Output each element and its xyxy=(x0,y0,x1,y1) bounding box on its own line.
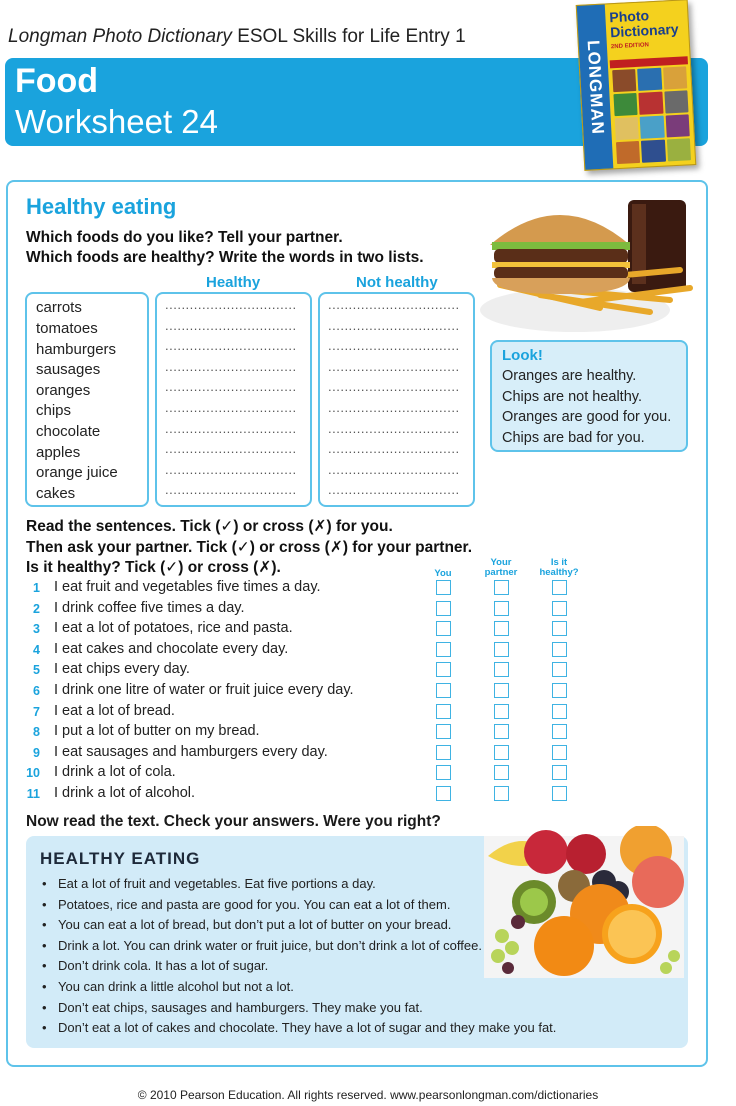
checkbox-partner[interactable] xyxy=(494,662,509,677)
food-word: cakes xyxy=(36,485,76,502)
sentence-text: I drink one litre of water or fruit juice every day. xyxy=(54,682,354,698)
not-healthy-answer-blank[interactable]: ................................ xyxy=(328,400,460,415)
checkbox-you[interactable] xyxy=(436,662,451,677)
not-healthy-answer-blank[interactable]: ................................ xyxy=(328,420,460,436)
checkbox-partner[interactable] xyxy=(494,704,509,719)
checkbox-you[interactable] xyxy=(436,621,451,636)
not-healthy-column-heading: Not healthy xyxy=(356,274,438,291)
not-healthy-answer-blank[interactable]: ................................ xyxy=(328,338,460,354)
sentence-text: I put a lot of butter on my bread. xyxy=(54,723,260,740)
look-box xyxy=(490,340,688,452)
food-word: hamburgers xyxy=(36,341,117,358)
checkbox-healthy[interactable] xyxy=(552,642,567,657)
footer-copyright: © 2010 Pearson Education. All rights reserved. www.pearsonlongman.com/dictionaries xyxy=(137,1088,599,1102)
look-title: Look! xyxy=(502,347,543,364)
sentence-number: 1 xyxy=(33,581,40,595)
checkbox-healthy[interactable] xyxy=(552,724,567,739)
checkbox-you[interactable] xyxy=(436,601,451,616)
fruit-image xyxy=(484,826,684,978)
section-title: Healthy eating xyxy=(26,194,177,219)
not-healthy-answer-blank[interactable]: ................................ xyxy=(328,379,460,395)
not-healthy-answer-blank[interactable]: ................................ xyxy=(328,358,460,374)
sentence-number: 9 xyxy=(33,745,40,760)
checkbox-healthy[interactable] xyxy=(552,580,567,595)
sentence-text: I drink a lot of alcohol. xyxy=(54,785,196,801)
checkbox-partner[interactable] xyxy=(494,642,509,657)
food-word: carrots xyxy=(36,299,82,316)
tick-instruction-1: Read the sentences. Tick (✓) or cross (✗) for you. xyxy=(26,518,393,535)
healthy-answer-blank[interactable]: ................................ xyxy=(165,338,297,354)
healthy-answer-blank[interactable]: ................................ xyxy=(165,400,297,415)
checkbox-you[interactable] xyxy=(436,704,451,719)
reading-bullet-text: Drink a lot. You can drink water or fruit juice, but don’t drink a lot of coffee. xyxy=(58,937,482,953)
checkbox-healthy[interactable] xyxy=(552,621,567,636)
reading-bullet xyxy=(42,876,376,891)
topic-title: Food xyxy=(15,62,99,100)
healthy-answer-blank[interactable]: ................................ xyxy=(165,317,297,333)
reading-bullet-text: You can eat a lot of bread, but don’t put a lot of butter on your bread. xyxy=(58,917,452,933)
sentence-text: I eat chips every day. xyxy=(54,661,190,678)
sentence-number: 8 xyxy=(33,725,40,740)
sentence-text: I eat fruit and vegetables five times a day. xyxy=(54,579,321,595)
healthy-answer-blank[interactable]: ................................ xyxy=(165,420,297,436)
sentence-text: I drink a lot of cola. xyxy=(54,764,176,781)
series-title-italic: Longman Photo Dictionary xyxy=(8,26,232,47)
checkbox-you[interactable] xyxy=(436,724,451,739)
reading-bullet xyxy=(42,1020,556,1035)
healthy-answer-blank[interactable]: ................................ xyxy=(165,482,297,498)
healthy-column-heading: Healthy xyxy=(206,274,261,291)
not-healthy-answer-blank[interactable]: ................................ xyxy=(328,317,460,333)
checkbox-you[interactable] xyxy=(436,765,451,780)
sentence-number: 2 xyxy=(33,601,40,616)
food-word: tomatoes xyxy=(36,320,98,337)
sentence-number: 6 xyxy=(33,684,40,698)
instruction-line-1: Which foods do you like? Tell your partner. xyxy=(26,229,343,246)
food-word: orange juice xyxy=(36,464,118,481)
sentence-text: I eat a lot of bread. xyxy=(54,702,175,719)
food-word: chocolate xyxy=(36,423,101,440)
checkbox-partner[interactable] xyxy=(494,601,509,616)
sentence-number: 10 xyxy=(26,766,40,781)
checkbox-healthy[interactable] xyxy=(552,704,567,719)
worksheet-title: Worksheet 24 xyxy=(15,103,218,140)
food-word: chips xyxy=(36,402,72,419)
not-healthy-answer-blank[interactable]: ................................ xyxy=(328,297,460,312)
series-title xyxy=(8,26,466,48)
sentence-number: 11 xyxy=(26,787,40,801)
reading-bullet-text: Don’t eat a lot of cakes and chocolate. They have a lot of sugar and they make you fat. xyxy=(58,1020,557,1036)
sentence-text: I eat sausages and hamburgers every day. xyxy=(54,743,328,760)
food-word: sausages xyxy=(36,361,101,378)
checkbox-partner[interactable] xyxy=(494,683,509,698)
reading-bullet xyxy=(42,979,294,994)
look-line: Oranges are healthy. xyxy=(502,368,637,384)
reading-bullet xyxy=(42,938,482,953)
reading-bullet-text: You can drink a little alcohol but not a lot. xyxy=(58,979,294,994)
not-healthy-answer-blank[interactable]: ................................ xyxy=(328,461,460,477)
reading-bullet xyxy=(42,917,451,932)
not-healthy-answer-blank[interactable]: ................................ xyxy=(328,482,460,498)
sentence-text: I drink coffee five times a day. xyxy=(54,599,245,616)
tick-instruction-2: Then ask your partner. Tick (✓) or cross (✗) for your partner. xyxy=(26,539,473,556)
look-line: Chips are bad for you. xyxy=(502,430,645,446)
checkbox-partner[interactable] xyxy=(494,580,509,595)
reading-bullet xyxy=(42,897,450,912)
checkbox-healthy[interactable] xyxy=(552,601,567,616)
burger-and-chips-image xyxy=(480,190,702,336)
checkbox-partner[interactable] xyxy=(494,745,509,760)
look-line: Oranges are good for you. xyxy=(502,409,672,425)
book-spine-text: LONGMAN xyxy=(577,5,614,170)
sentence-text: I eat cakes and chocolate every day. xyxy=(54,640,289,657)
reading-bullet-text: Don’t eat chips, sausages and hamburgers. They make you fat. xyxy=(58,999,423,1015)
checkbox-partner[interactable] xyxy=(494,724,509,739)
reading-bullet-text: Eat a lot of fruit and vegetables. Eat five portions a day. xyxy=(58,876,376,891)
column-partner-heading: Your partner xyxy=(484,557,518,578)
reading-bullet xyxy=(42,1000,423,1015)
checkbox-you[interactable] xyxy=(436,745,451,760)
tick-instruction-3: Is it healthy? Tick (✓) or cross (✗). xyxy=(26,559,281,576)
checkbox-you[interactable] xyxy=(436,786,451,801)
healthy-answer-blank[interactable]: ................................ xyxy=(165,461,297,477)
checkbox-you[interactable] xyxy=(436,580,451,595)
sentence-number: 7 xyxy=(33,704,40,719)
checkbox-healthy[interactable] xyxy=(552,662,567,677)
reading-bullet-text: Don’t drink cola. It has a lot of sugar. xyxy=(58,958,269,974)
book-cover-image xyxy=(576,0,697,171)
food-word: apples xyxy=(36,444,81,461)
checkbox-you[interactable] xyxy=(436,642,451,657)
column-you-heading: You xyxy=(434,568,452,579)
checkbox-partner[interactable] xyxy=(494,786,509,801)
checkbox-healthy[interactable] xyxy=(552,786,567,801)
not-healthy-answer-blank[interactable]: ................................ xyxy=(328,441,460,457)
column-healthy-heading: Is it healthy? xyxy=(539,557,579,578)
book-title: Photo Dictionary xyxy=(609,7,679,41)
book-edition: 2ND EDITION xyxy=(610,42,650,51)
series-title-rest: ESOL Skills for Life Entry 1 xyxy=(231,26,466,47)
checkbox-you[interactable] xyxy=(436,683,451,698)
look-line: Chips are not healthy. xyxy=(502,389,642,405)
healthy-answer-blank[interactable]: ................................ xyxy=(165,379,297,395)
checkbox-partner[interactable] xyxy=(494,765,509,780)
sentence-number: 4 xyxy=(33,642,40,657)
checkbox-healthy[interactable] xyxy=(552,745,567,760)
food-word: oranges xyxy=(36,382,91,399)
healthy-answer-blank[interactable]: ................................ xyxy=(165,297,297,312)
sentence-number: 5 xyxy=(33,663,40,678)
instruction-line-2: Which foods are healthy? Write the words in two lists. xyxy=(26,249,424,266)
checkbox-healthy[interactable] xyxy=(552,765,567,780)
book-cover-photos xyxy=(612,66,691,164)
checkbox-partner[interactable] xyxy=(494,621,509,636)
reading-bullet-text: Potatoes, rice and pasta are good for you. You can eat a lot of them. xyxy=(58,896,451,912)
sentence-text: I eat a lot of potatoes, rice and pasta. xyxy=(54,620,293,637)
checkbox-healthy[interactable] xyxy=(552,683,567,698)
reading-title: HEALTHY EATING xyxy=(40,849,201,868)
sentence-number: 3 xyxy=(33,622,40,637)
reading-bullet xyxy=(42,958,268,973)
healthy-answer-blank[interactable]: ................................ xyxy=(165,441,297,457)
healthy-answer-blank[interactable]: ................................ xyxy=(165,358,297,374)
reading-instruction: Now read the text. Check your answers. Were you right? xyxy=(26,813,441,830)
